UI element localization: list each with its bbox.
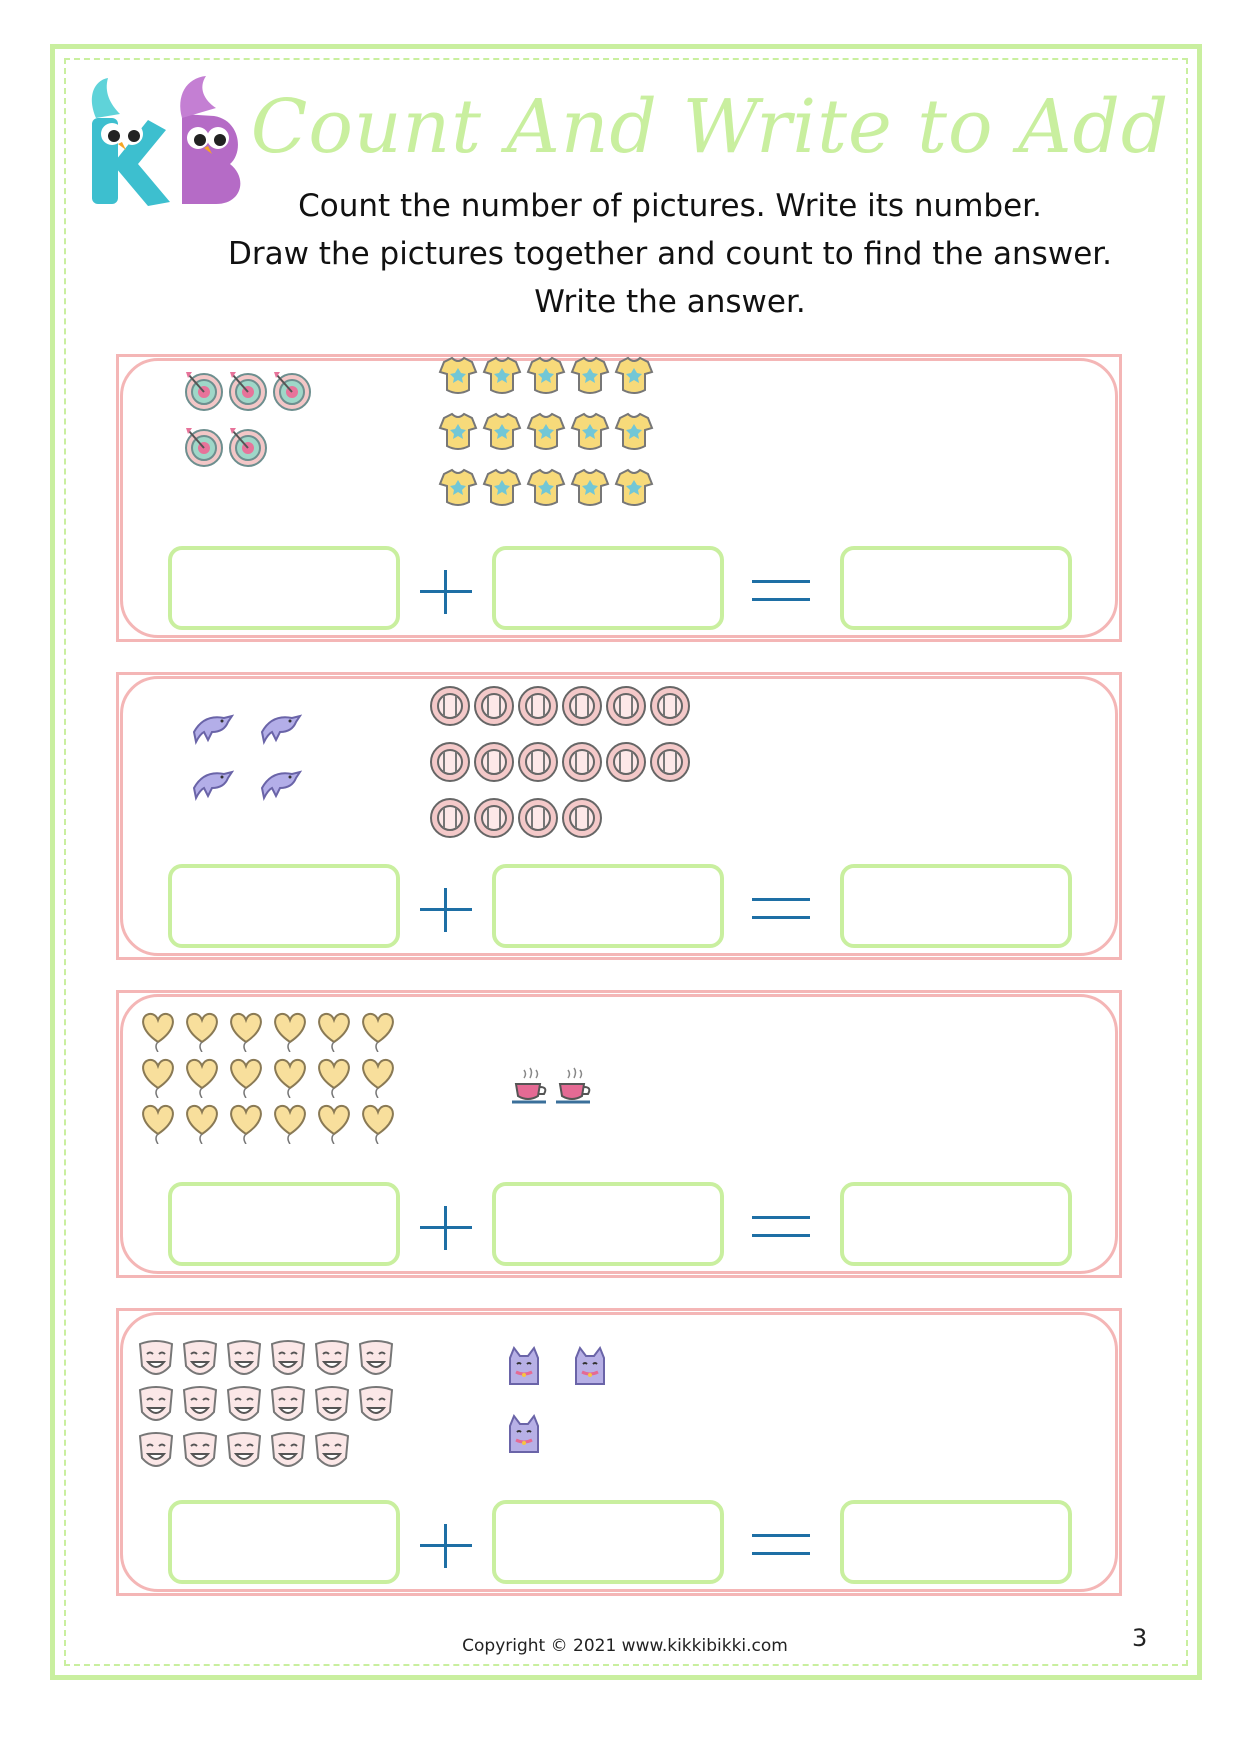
heart-balloon-icon <box>224 1008 268 1052</box>
page-number: 3 <box>1132 1624 1148 1652</box>
dolphin-icon <box>258 706 302 750</box>
heart-balloon-icon <box>180 1054 224 1098</box>
baby-onesie-icon <box>524 410 568 454</box>
instruction-line-1: Count the number of pictures. Write its number. <box>298 188 1042 224</box>
baby-onesie-icon <box>436 410 480 454</box>
baby-onesie-icon <box>568 466 612 510</box>
baby-onesie-icon <box>480 466 524 510</box>
baby-onesie-icon <box>524 466 568 510</box>
heart-balloon-icon <box>312 1008 356 1052</box>
plate-icon <box>428 684 472 728</box>
problem-panel-3 <box>116 990 1122 1278</box>
plate-icon <box>648 684 692 728</box>
heart-balloon-icon <box>312 1054 356 1098</box>
tea-cup-icon <box>508 1064 552 1108</box>
plate-icon <box>428 740 472 784</box>
sum-answer-box[interactable] <box>840 546 1072 630</box>
problem-panel-4 <box>116 1308 1122 1596</box>
mask-icon <box>354 1384 398 1428</box>
page-title: Count And Write to Add <box>250 84 1170 170</box>
tea-cup-icon <box>552 1064 596 1108</box>
plus-sign <box>420 1524 472 1568</box>
problem-panel-1 <box>116 354 1122 642</box>
second-addend-box[interactable] <box>492 546 724 630</box>
lucky-cat-icon <box>568 1344 612 1388</box>
mask-icon <box>222 1430 266 1474</box>
plate-icon <box>516 796 560 840</box>
plate-icon <box>560 684 604 728</box>
instruction-line-3: Write the answer. <box>534 284 806 320</box>
heart-balloon-icon <box>356 1100 400 1144</box>
plate-icon <box>648 740 692 784</box>
equals-sign <box>752 896 810 920</box>
mask-icon <box>310 1384 354 1428</box>
heart-balloon-icon <box>136 1054 180 1098</box>
mask-icon <box>310 1430 354 1474</box>
mask-icon <box>134 1384 178 1428</box>
sum-answer-box[interactable] <box>840 1500 1072 1584</box>
target-icon <box>270 368 314 412</box>
heart-balloon-icon <box>312 1100 356 1144</box>
mask-icon <box>266 1430 310 1474</box>
kb-logo <box>86 74 256 214</box>
first-addend-box[interactable] <box>168 1500 400 1584</box>
instruction-line-2: Draw the pictures together and count to find the answer. <box>227 236 1113 272</box>
dolphin-icon <box>190 762 234 806</box>
mask-icon <box>222 1338 266 1382</box>
second-addend-box[interactable] <box>492 864 724 948</box>
baby-onesie-icon <box>612 466 656 510</box>
mask-icon <box>134 1430 178 1474</box>
plus-sign <box>420 888 472 932</box>
mask-icon <box>310 1338 354 1382</box>
baby-onesie-icon <box>480 354 524 398</box>
plate-icon <box>472 740 516 784</box>
first-addend-box[interactable] <box>168 1182 400 1266</box>
copyright-footer: Copyright © 2021 www.kikkibikki.com <box>462 1636 788 1656</box>
plate-icon <box>428 796 472 840</box>
plate-icon <box>472 684 516 728</box>
first-addend-box[interactable] <box>168 864 400 948</box>
heart-balloon-icon <box>356 1054 400 1098</box>
sum-answer-box[interactable] <box>840 864 1072 948</box>
heart-balloon-icon <box>268 1008 312 1052</box>
sum-answer-box[interactable] <box>840 1182 1072 1266</box>
equals-sign <box>752 1214 810 1238</box>
heart-balloon-icon <box>180 1008 224 1052</box>
baby-onesie-icon <box>436 466 480 510</box>
mask-icon <box>178 1430 222 1474</box>
heart-balloon-icon <box>180 1100 224 1144</box>
lucky-cat-icon <box>502 1412 546 1456</box>
plus-sign <box>420 1206 472 1250</box>
second-addend-box[interactable] <box>492 1500 724 1584</box>
baby-onesie-icon <box>436 354 480 398</box>
heart-balloon-icon <box>136 1100 180 1144</box>
heart-balloon-icon <box>268 1100 312 1144</box>
mask-icon <box>266 1384 310 1428</box>
equals-sign <box>752 578 810 602</box>
problem-panel-2 <box>116 672 1122 960</box>
heart-balloon-icon <box>224 1100 268 1144</box>
baby-onesie-icon <box>568 354 612 398</box>
heart-balloon-icon <box>136 1008 180 1052</box>
mask-icon <box>354 1338 398 1382</box>
mask-icon <box>266 1338 310 1382</box>
target-icon <box>182 368 226 412</box>
heart-balloon-icon <box>268 1054 312 1098</box>
second-addend-box[interactable] <box>492 1182 724 1266</box>
baby-onesie-icon <box>612 410 656 454</box>
baby-onesie-icon <box>480 410 524 454</box>
target-icon <box>182 424 226 468</box>
first-addend-box[interactable] <box>168 546 400 630</box>
plate-icon <box>604 684 648 728</box>
plate-icon <box>604 740 648 784</box>
plate-icon <box>560 796 604 840</box>
mask-icon <box>222 1384 266 1428</box>
target-icon <box>226 424 270 468</box>
plate-icon <box>560 740 604 784</box>
equals-sign <box>752 1532 810 1556</box>
heart-balloon-icon <box>224 1054 268 1098</box>
mask-icon <box>178 1384 222 1428</box>
heart-balloon-icon <box>356 1008 400 1052</box>
baby-onesie-icon <box>568 410 612 454</box>
dolphin-icon <box>258 762 302 806</box>
mask-icon <box>178 1338 222 1382</box>
baby-onesie-icon <box>524 354 568 398</box>
target-icon <box>226 368 270 412</box>
plus-sign <box>420 570 472 614</box>
mask-icon <box>134 1338 178 1382</box>
lucky-cat-icon <box>502 1344 546 1388</box>
plate-icon <box>516 684 560 728</box>
dolphin-icon <box>190 706 234 750</box>
baby-onesie-icon <box>612 354 656 398</box>
plate-icon <box>516 740 560 784</box>
plate-icon <box>472 796 516 840</box>
